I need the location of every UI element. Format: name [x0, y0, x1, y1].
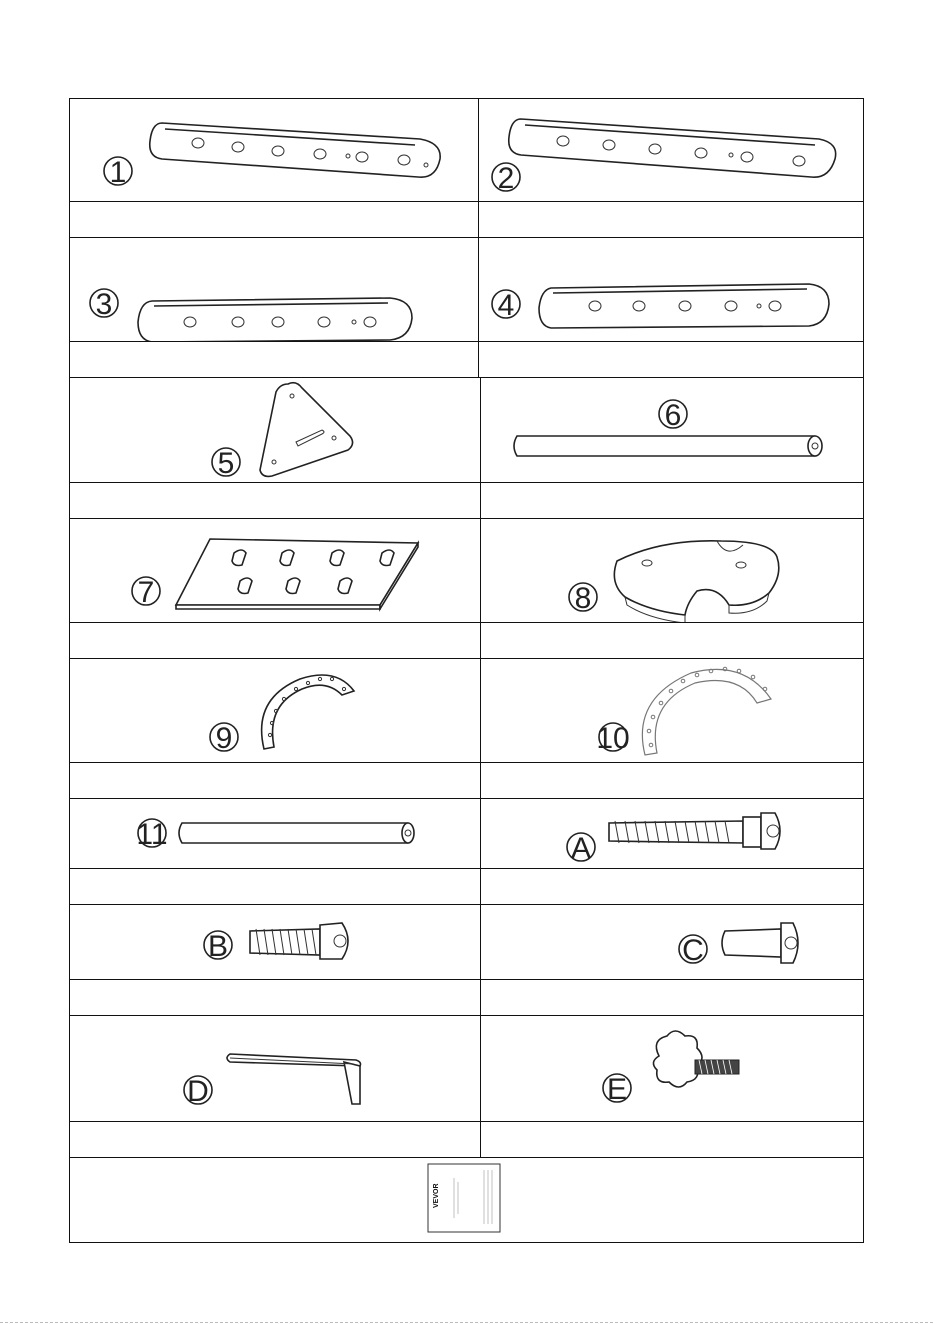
- triangle-plate-icon: [70, 378, 481, 483]
- part-e-description-cell: [480, 1121, 864, 1159]
- part-3-description-cell: [69, 341, 480, 379]
- part-10-description-cell: [480, 762, 864, 800]
- part-label: A: [570, 832, 592, 865]
- part-11-image-cell: [69, 798, 482, 870]
- part-5-description-cell: [69, 482, 482, 520]
- page-bottom-dashed-line: [0, 1322, 933, 1323]
- side-plate-long-icon: [70, 99, 479, 202]
- part-8-image-cell: [480, 518, 864, 624]
- part-2-description-cell: [478, 201, 864, 239]
- part-1-image-cell: [69, 98, 480, 203]
- side-plate-short-icon: [70, 238, 479, 342]
- part-9-image-cell: [69, 658, 482, 764]
- part-5-image-cell: [69, 377, 482, 484]
- part-4-image-cell: [478, 237, 864, 343]
- manual-brand: VEVOR: [433, 1183, 440, 1208]
- part-3-image-cell: [69, 237, 480, 343]
- part-label: C: [682, 934, 704, 967]
- part-4-description-cell: [478, 341, 864, 379]
- parts-list-table: [69, 98, 864, 1243]
- part-a-image-cell: [480, 798, 864, 870]
- part-c-image-cell: [480, 904, 864, 981]
- part-label: 4: [497, 289, 515, 322]
- part-label: B: [207, 930, 229, 963]
- part-e-image-cell: [480, 1015, 864, 1123]
- arc-bracket-large-icon: [481, 659, 863, 763]
- part-6-image-cell: [480, 377, 864, 484]
- part-8-description-cell: [480, 622, 864, 660]
- part-d-description-cell: [69, 1121, 482, 1159]
- part-c-description-cell: [480, 979, 864, 1017]
- part-label: 2: [497, 162, 515, 195]
- part-label: 6: [664, 399, 682, 432]
- part-7-image-cell: [69, 518, 482, 624]
- slotted-plate-icon: [70, 519, 481, 623]
- part-7-description-cell: [69, 622, 482, 660]
- side-plate-short-icon: [479, 238, 863, 342]
- part-6-description-cell: [480, 482, 864, 520]
- part-label: 7: [137, 576, 155, 609]
- part-d-image-cell: [69, 1015, 482, 1123]
- part-label: E: [606, 1073, 628, 1106]
- part-b-description-cell: [69, 979, 482, 1017]
- barrel-nut-icon: [481, 905, 863, 980]
- part-label: 3: [95, 288, 113, 321]
- side-plate-long-icon: [479, 99, 863, 202]
- part-label: 1: [109, 156, 127, 189]
- part-label: 5: [217, 447, 235, 480]
- user-manual-icon: [70, 1158, 863, 1242]
- curved-bracket-icon: [481, 519, 863, 623]
- part-2-image-cell: [478, 98, 864, 203]
- part-label: 9: [215, 722, 233, 755]
- bolt-icon: [70, 905, 481, 980]
- part-10-image-cell: [480, 658, 864, 764]
- part-label: 8: [574, 582, 592, 615]
- part-a-description-cell: [480, 868, 864, 906]
- allen-key-icon: [70, 1016, 481, 1122]
- rod-icon: [481, 378, 863, 483]
- arc-bracket-icon: [70, 659, 481, 763]
- part-9-description-cell: [69, 762, 482, 800]
- manual-image-cell: [69, 1157, 864, 1243]
- rod-icon: [70, 799, 481, 869]
- part-label: D: [187, 1075, 209, 1108]
- part-b-image-cell: [69, 904, 482, 981]
- part-label: 11: [136, 818, 168, 851]
- part-1-description-cell: [69, 201, 480, 239]
- knob-bolt-icon: [481, 1016, 863, 1122]
- screw-icon: [481, 799, 863, 869]
- part-11-description-cell: [69, 868, 482, 906]
- part-label: 10: [596, 722, 630, 755]
